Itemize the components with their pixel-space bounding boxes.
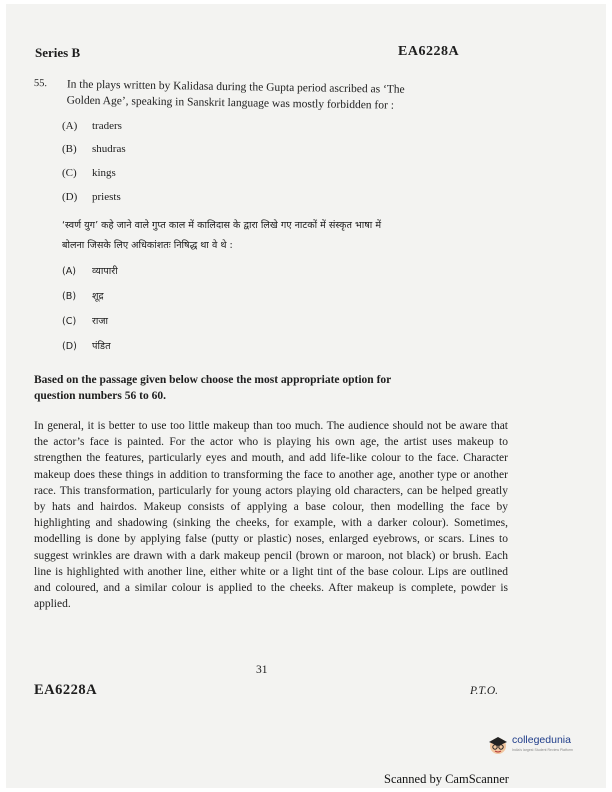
instruction-line-1: Based on the passage given below choose the most appropriate option for [34,374,392,386]
question-line-1: In the plays written by Kalidasa during the Gupta period ascribed as ‘The [66,78,405,96]
pto-label: P.T.O. [470,685,499,697]
page-number: 31 [256,664,268,676]
instruction-line-2: question numbers 56 to 60. [34,390,166,402]
hindi-question [62,216,492,256]
paper-code: EA6228A [398,44,460,59]
question-text [66,77,486,116]
option-a: (A) traders [62,120,122,132]
brand-tagline: India's largest Student Review Platform [512,748,573,752]
footer-paper-code: EA6228A [34,682,98,698]
series-label: Series B [35,45,81,60]
option-b: (B) shudras [62,143,126,155]
hindi-option-b: (B) शूद्र [62,291,104,302]
hindi-line-2: बोलना जिसके लिए अधिकांशतः निषिद्ध था वे थे : [62,240,233,251]
brand-name: collegedunia [512,734,571,746]
reading-passage: In general, it is better to use too little makeup than too much. The audience should not be aware that the actor’s face is painted. For the actor who is playing his own age, the artist uses makeup to strengthen the features, particularly eyes and mouth, and add life-like colour to the face. Character makeup does these things in addition to transforming the face to another age, another type or another race. This transformation, particularly for young actors playing old characters, can be helped greatly by hats and hairdos. Makeup consists of applying a base colour, then modelling the face by highlighting and shadowing (sinking the cheeks, for example, with a darker colour). Sometimes, modelling is done by applying false (putty or plastic) noses, enlarged eyebrows, or scars. Lines to suggest wrinkles are drawn with a dark makeup pencil (brown or maroon, not black) or brush. Each line is highlighted with another line, either white or a light tint of the base colour. Lips are outlined and coloured, and a similar colour is applied to the cheeks. After makeup is complete, powder is applied. [34,420,508,611]
option-c: (C) kings [62,167,116,179]
collegedunia-watermark [487,728,597,768]
student-mascot-icon [487,734,509,756]
question-line-2: Golden Age’, speaking in Sanskrit language was mostly forbidden for : [66,94,395,112]
hindi-line-1: ‘स्वर्ण युग’ कहे जाने वाले गुप्त काल में कालिदास के द्वारा लिखे गए नाटकों में संस्कृत भाषा में [62,220,382,231]
hindi-option-c: (C) राजा [62,316,109,327]
hindi-option-d: (D) पंडित [62,341,111,352]
scanner-watermark: Scanned by CamScanner [384,772,509,786]
option-d: (D) priests [62,191,121,203]
question-number: 55. [33,77,48,90]
hindi-option-a: (A) व्यापारी [62,266,118,277]
passage-instruction [34,372,504,404]
